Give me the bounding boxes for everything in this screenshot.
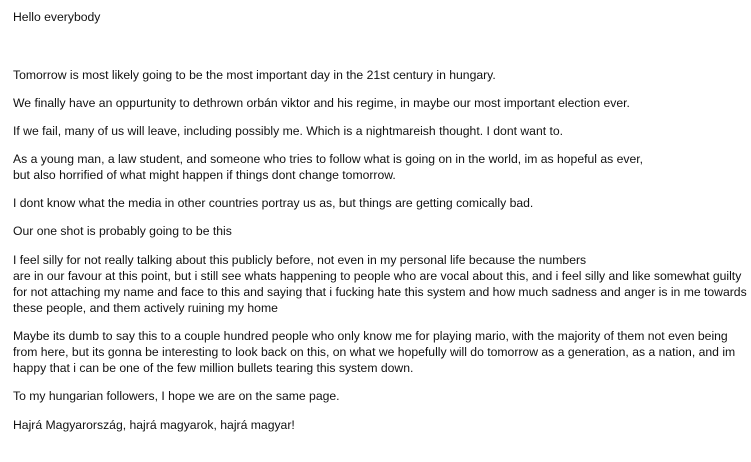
paragraph: [13, 123, 743, 139]
text-line: If we fail, many of us will leave, including possibly me. Which is a nightmareish thought. I dont want to.: [13, 124, 564, 138]
greeting-text: [13, 9, 743, 25]
text-line: Maybe its dumb to say this to a couple hundred people who only know me for playing mario, with the majority of them not even being: [13, 329, 728, 343]
text-line: I dont know what the media in other countries portray us as, but things are getting comically bad.: [13, 196, 534, 210]
paragraph: [13, 151, 743, 183]
text-line: happy that i can be one of the few million bullets tearing this system down.: [13, 361, 414, 375]
text-line: Tomorrow is most likely going to be the most important day in the 21st century in hungary.: [13, 68, 496, 82]
text-line: these people, and them actively ruining my home: [13, 301, 278, 315]
paragraph: [13, 252, 747, 316]
text-line: As a young man, a law student, and someone who tries to follow what is going on in the world, im as hopeful as ever,: [13, 152, 644, 166]
text-line: Hajrá Magyarország, hajrá magyarok, hajrá magyar!: [13, 418, 295, 432]
paragraph: [13, 328, 743, 376]
text-line: Our one shot is probably going to be this: [13, 224, 232, 238]
paragraph: [13, 417, 743, 433]
paragraph: [13, 67, 743, 83]
text-line: I feel silly for not really talking about this publicly before, not even in my personal life because the numbers: [13, 253, 587, 267]
paragraph: [13, 195, 743, 211]
paragraph: [13, 95, 743, 111]
text-line: for not attaching my name and face to this and saying that i fucking hate this system and how much sadness and anger is in me towards: [13, 285, 747, 299]
text-line: are in our favour at this point, but i still see whats happening to people who are vocal about this, and i feel silly and like somewhat guilty: [13, 269, 742, 283]
text-line: Hello everybody: [13, 10, 101, 24]
paragraph: [13, 388, 743, 404]
text-line: but also horrified of what might happen if things dont change tomorrow.: [13, 168, 396, 182]
document-body: [13, 9, 747, 433]
text-line: To my hungarian followers, I hope we are on the same page.: [13, 389, 340, 403]
text-line: from here, but its gonna be interesting to look back on this, on what we hopefully will do tomorrow as a generation, as a nation, and im: [13, 345, 736, 359]
paragraph: [13, 223, 743, 239]
text-line: We finally have an oppurtunity to dethrown orbán viktor and his regime, in maybe our most important election ever.: [13, 96, 630, 110]
